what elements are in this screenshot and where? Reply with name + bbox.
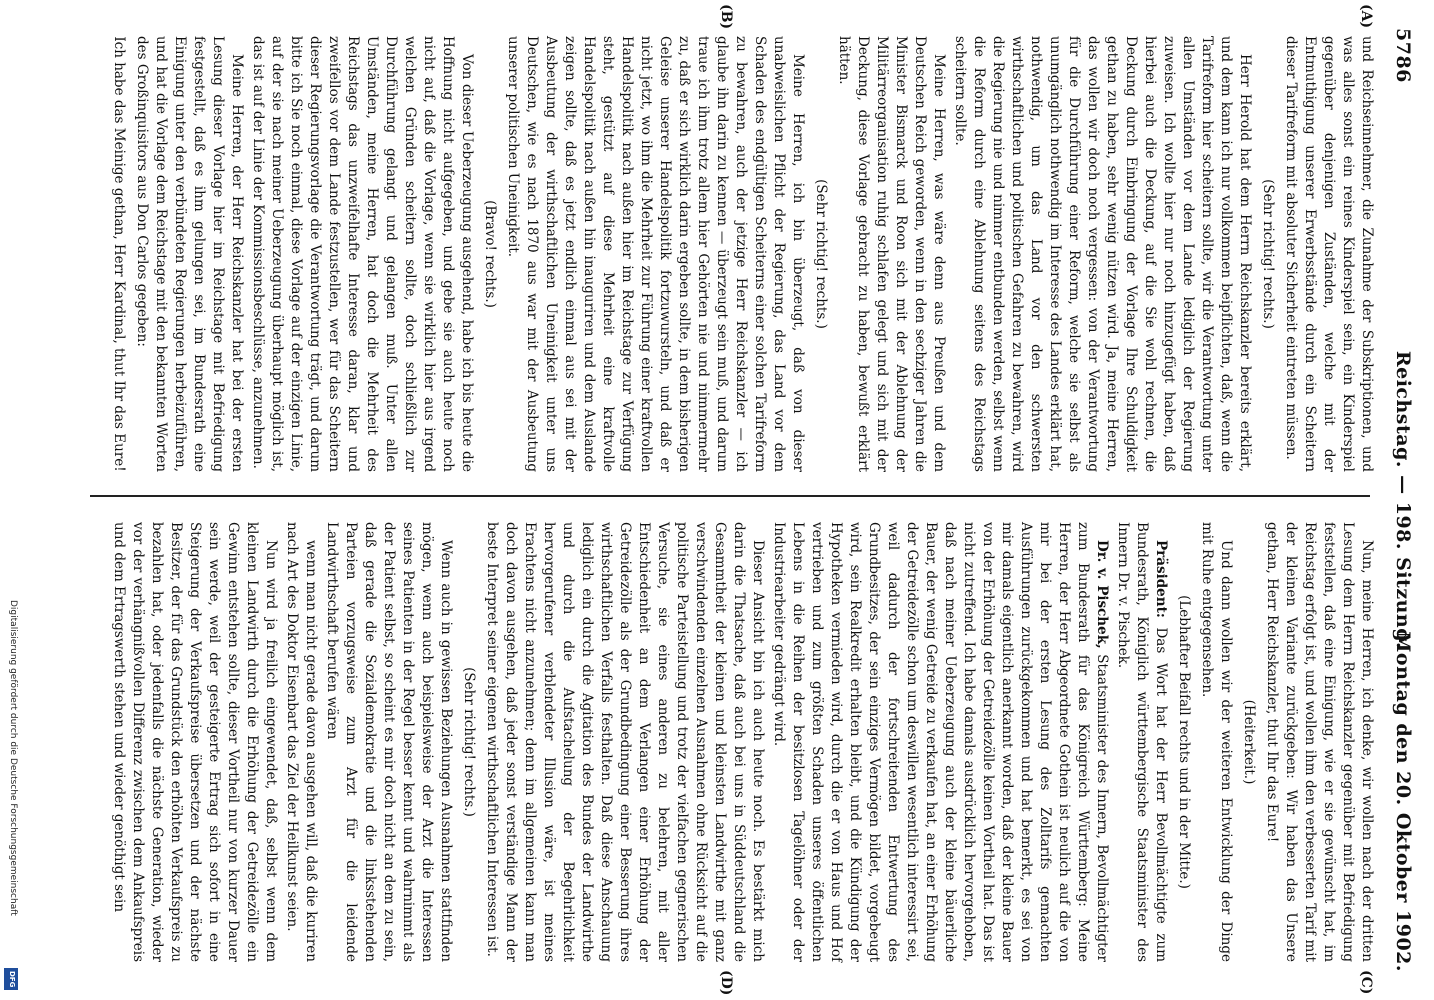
interjection: (Bravo! rechts.)	[482, 200, 498, 308]
paragraph: Herr Herold hat dem Herrn Reichskanzler bereits erklärt, und dem kann ich nur vollkommen beipflichten, daß, wenn die Tarifreform hier scheitern sollte, wir die Verantwortung unter allen Umständen vor dem Lande lediglich der Regierung zuweisen. Ich wollte hier nur noch hinzugefügt haben, daß hierbei auch die Deckung, auf die Sie wohl rechnen, die Deckung durch Einbringung der Vorlage Ihre Schuldigkeit gethan zu haben, sehr wenig nützen wird. Ja, meine Herren, das wollen wir doch noch vergessen: von der Verantwortung für die Durchführung einer Reform, welche sie selbst als unumgänglich nothwendig im Interesse des Landes erklärt hat, nothwendig, um das Land vor den schwersten wirthschaftlichen und politischen Gefahren zu bewahren, wird die Regierung nie und nimmer entbunden werden, selbst wenn die Reform durch eine Ablehnung seitens des Reichstags scheitern sollte.	[952, 36, 1253, 472]
paragraph: Nun, meine Herren, ich denke, wir wollen nach der dritten Lesung dem Herrn Reichskanzler gegenüber mit Befriedigung feststellen, daß eine Einigung, wie er sie gewünscht hat, im Reichstag erfolgt ist, und wollen ihm den verbesserten Tarif mit der kleinen Variante zurückgeben: Wir haben das Unsere gethan, Herr Reichskanzler, thut Ihr das Eure!	[1264, 522, 1375, 962]
interjection: (Heiterkeit.)	[1241, 699, 1257, 785]
credit-text: Digitalisierung gefördert durch die Deutsche Forschungsgemeinschaft	[8, 600, 18, 916]
margin-marker-d: (D)	[718, 970, 734, 996]
paragraph: Meine Herren, ich bin überzeugt, daß von dieser unabweislichen Pflicht der Regierung, das Land vor dem Schaden des endgültigen Scheiterns einer solchen Tarifreform zu bewahren, auch der jetzige Herr Reichskanzler — ich glaube ihn darin zu kennen — überzeugt sein muß, und darum traue ich ihm trotz allem hier Gehörten nie und nimmermehr zu, daß er sich wirklich darin ergeben sollte, in dem bisherigen Geleise unserer Handelspolitik fortzuwursteln, und daß er nicht jetzt, wo ihm die Mehrheit zur Führung einer kraftvollen Handelspolitik nach außen hier im Reichstage zur Verfügung steht, gestützt auf diese Mehrheit eine kraftvolle Handelspolitik nach außen hin inauguriren und dem Auslande zeigen sollte, daß es jetzt endlich einmal aus sei mit der Ausbeutung der wirthschaftlichen Uneinigkeit unter uns Deutschen, wie es nach 1870 aus war mit der Ausbeutung unserer politischen Uneinigkeit.	[505, 36, 806, 472]
interjection: (Lebhafter Beifall rechts und in der Mitte.)	[1176, 595, 1192, 889]
paragraph: Von dieser Ueberzeugung ausgehend, habe ich bis heute die Hoffnung nicht aufgegeben, und gebe sie auch heute noch nicht auf, daß die Vorlage, wenn sie wirklich hier aus irgend welchen Gründen scheitern sollte, doch schließlich zur Durchführung gelangt und gelangen muß. Unter allen Umständen, meine Herren, hat doch die Mehrheit des Reichstags das unzweifelhafte Interesse daran, klar und zweifellos vor dem Lande festzustellen, wer für das Scheitern dieser Regierungsvorlage die Verantwortung trägt, und darum bitte ich Sie noch einmal, diese Vorlage auf der einzigen Linie, auf der sie nach meiner Ueberzeugung überhaupt möglich ist, das ist auf der Linie der Kommissionsbeschlüsse, anzunehmen.	[250, 36, 475, 472]
dfg-logo	[4, 968, 18, 990]
paragraph	[769, 522, 1111, 962]
rotated-page-content	[84, 0, 1434, 1000]
margin-marker-a: (A)	[1358, 4, 1374, 29]
paragraph: Meine Herren, was wäre denn aus Preußen und dem Deutschen Reich geworden, wenn in den sechziger Jahren die Minister Bismarck und Roon sich mit der Ablehnung der Militärreorganisation ruhig schlafen gelegt und sich mit der Deckung, diese Vorlage gebracht zu haben, bewußt erklärt hätten.	[836, 36, 947, 472]
speech-text: Das Wort hat der Herr Bevollmächtigte zum Bundesrath, Königlich württembergische Staatsminister des Innern Dr. v. Pischek.	[1115, 522, 1169, 962]
paragraph: Nun wird ja freilich eingewendet, daß, selbst wenn dem kleinen Landwirth durch die Erhöhung der Getreidezölle ein Gewinn entstehen sollte, dieser Vortheil nur von kurzer Dauer sein werde, weil der gesteigerte Ertrag sich sofort in eine Steigerung der Verkaufspreise übersetzen und der nächste Besitzer, der für das Grundstück den erhöhten Verkaufspreis zu bezahlen hat, oder jedenfalls die nächste Generation, wieder vor der verhängnißvollen Differenz zwischen dem Ankaufspreis und dem Ertragswerth stehen und wieder genöthigt sein	[111, 522, 279, 962]
paragraph: Meine Herren, der Herr Reichskanzler hat bei der ersten Lesung dieser Vorlage hier im Reichstage mit Befriedigung festgestellt, daß es ihm gelungen sei, im Bundesrath eine Einigung unter den verbündeten Regierungen herbeizuführen, und hat die Vorlage dem Reichstage mit den bekannten Worten des Großinquisitors aus Don Carlos gegeben:	[134, 36, 245, 472]
paragraph: und Reichseinnehmer, die Zunahme der Subskriptionen, und was alles sonst ein reines Kinderspiel sein, ein Kinderspiel gegenüber denjenigen Zuständen, welche mit der Entmuthigung unserer Erwerbsstände durch ein Scheitern dieser Tarifreform mit absoluter Sicherheit eintreten müssen.	[1283, 36, 1375, 472]
digitization-credit	[2, 600, 22, 1000]
right-column	[107, 522, 1376, 962]
column-divider	[90, 495, 1370, 497]
speaker-name: Dr. v. Pischek,	[1094, 540, 1110, 649]
session-date: Montag den 20. Oktober 1902.	[1392, 631, 1414, 972]
paragraph: Und dann wollen wir der weiteren Entwicklung der Dinge mit Ruhe entgegensehen.	[1199, 522, 1234, 962]
interjection: (Sehr richtig! rechts.)	[461, 667, 477, 817]
margin-marker-c: (C)	[1358, 970, 1374, 995]
page-header	[1384, 28, 1414, 972]
interjection: (Sehr richtig! rechts.)	[813, 179, 829, 329]
speech-text: Staatsminister des Innern, Bevollmächtigter zum Bundesrath für das Königreich Württemberg: Meine Herren, der Herr Abgeordnete Gothein ist neulich auf die von mir bei der ersten Lesung des Zolltarifs gemachten Ausführungen zurückgekommen und hat bemerkt, es sei von mir damals eigentlich anerkannt worden, daß der kleine Bauer von der Erhöhung der Getreidezölle keinen Vortheil hat. Das ist nicht zutreffend. Ich habe damals ausdrücklich hervorgehoben, daß nach meiner Ueberzeugung auch der kleine bäuerliche Bauer, der wenig Getreide zu verkaufen hat, an einer Erhöhung der Getreidezölle schon um deswillen wesentlich interessirt sei, weil dadurch der fortschreitenden Entwertung des Grundbesitzes, der sein einziges Vermögen bildet, vorgebeugt wird, sein Realkredit erhalten bleibt, und die Kündigung der Hypotheken vermieden wird, durch die er von Haus und Hof vertrieben und zum größten Schaden unseres öffentlichen Lebens in die Reihen der besitzlosen Tagelöhner oder der Industriearbeiter gedrängt wird.	[771, 522, 1110, 962]
paragraph: wenn man nicht gerade davon ausgehen will, daß die kuriren nach Art des Doktor Eisenbart das Ziel der Heilkunst seien.	[284, 522, 319, 962]
paragraph: Wenn auch in gewissen Beziehungen Ausnahmen stattfinden mögen, wenn auch beispielsweise der Arzt die Interessen seines Patienten in der Regel besser kennt und wahrnimmt als der Patient selbst, so scheint es mir doch nicht an dem zu sein, daß gerade die Sozialdemokratie und die linksstehenden Parteien vorzugsweise zum Arzt für die leidende Landwirthschaft berufen wären	[324, 522, 454, 962]
speaker-name: Präsident:	[1153, 540, 1169, 618]
interjection: Ich habe das Meinige gethan, Herr Kardinal, thut Ihr das Eure!	[111, 36, 127, 472]
dfg-logo-text: DFG	[8, 971, 16, 988]
margin-marker-b: (B)	[718, 4, 734, 30]
session-title: Reichstag. — 198. Sitzung.	[1392, 350, 1414, 650]
paragraph	[1113, 522, 1170, 962]
page-number: 5786	[1392, 28, 1414, 83]
left-column	[105, 36, 1376, 472]
paragraph: Dieser Ansicht bin ich auch heute noch. Es bestärkt mich darin die Thatsache, daß auch bei uns in Süddeutschland die Gesammtheit der kleinen und kleinsten Landwirthe mit ganz verschwindenden einzelnen Ausnahmen ohne Rücksicht auf die politische Parteistellung und trotz der vielfachen gegnerischen Versuche, sie eines anderen zu belehren, mit aller Entschiedenheit an dem Verlangen einer Erhöhung der Getreidezölle als der Grundbedingung einer Besserung ihres wirthschaftlichen Verfalls festhalten. Daß diese Anschauung lediglich ein durch die Agitation des Bundes der Landwirthe und durch die Aufstachelung der Begehrlichkeit hervorgerufener verblendeter Illusion wäre, ist meines Erachtens nicht anzunehmen; denn im allgemeinen kann man doch davon ausgehen, daß jeder sonst verständige Mann der beste Interpret seiner eigenen wirthschaftlichen Interessen ist.	[484, 522, 766, 962]
interjection: (Sehr richtig! rechts.)	[1260, 179, 1276, 329]
